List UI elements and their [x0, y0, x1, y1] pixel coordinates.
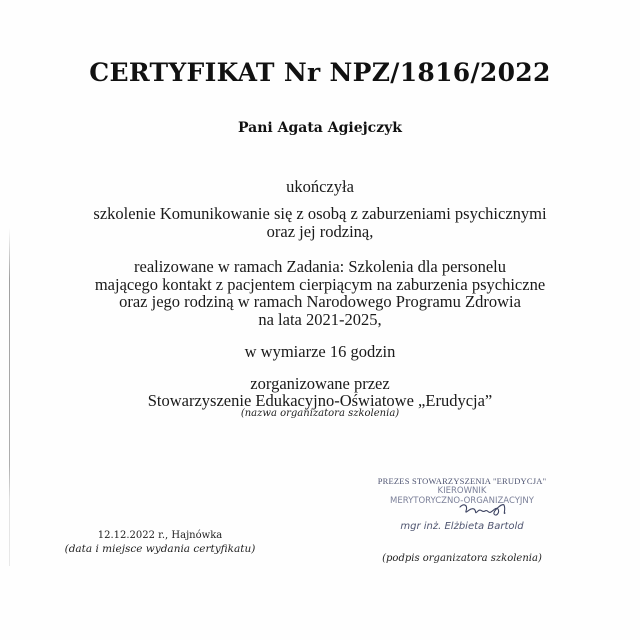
signature-caption: (podpis organizatora szkolenia) — [382, 553, 542, 564]
stamp-signatory-name: mgr inż. Elżbieta Bartold — [400, 521, 524, 532]
stamp-line1: PREZES STOWARZYSZENIA "ERUDYCJA" — [377, 476, 547, 486]
completed-label: ukończyła — [286, 177, 354, 196]
program-line1: realizowane w ramach Zadania: Szkolenia dla personelu — [134, 257, 506, 276]
program-line3: oraz jego rodziną w ramach Narodowego Programu Zdrowia — [119, 292, 521, 311]
program-line2: mającego kontakt z pacjentem cierpiącym na zaburzenia psychiczne — [94, 275, 546, 294]
duration-text: w wymiarze 16 godzin — [244, 342, 396, 361]
training-name-line1: szkolenie Komunikowanie się z osobą z zaburzeniami psychicznymi — [93, 204, 547, 223]
certificate-title: CERTYFIKAT Nr NPZ/1816/2022 — [89, 58, 551, 87]
organized-by-label: zorganizowane przez — [250, 374, 390, 393]
signature-icon — [458, 501, 518, 521]
recipient-name: Pani Agata Agiejczyk — [238, 120, 402, 136]
training-name-line2: oraz jej rodziną, — [266, 222, 374, 241]
organizer-caption: (nazwa organizatora szkolenia) — [240, 408, 400, 419]
stamp-line2: KIEROWNIK — [437, 486, 487, 496]
organizer-name: Stowarzyszenie Edukacyjno-Oświatowe „Erudycja” — [147, 391, 493, 410]
stamp-line3: MERYTORYCZNO-ORGANIZACYJNY — [390, 496, 534, 506]
program-line4: na lata 2021-2025, — [258, 310, 382, 329]
issue-date-place-caption: (data i miejsce wydania certyfikatu) — [64, 543, 256, 555]
issue-date-place: 12.12.2022 r., Hajnówka — [97, 530, 223, 541]
